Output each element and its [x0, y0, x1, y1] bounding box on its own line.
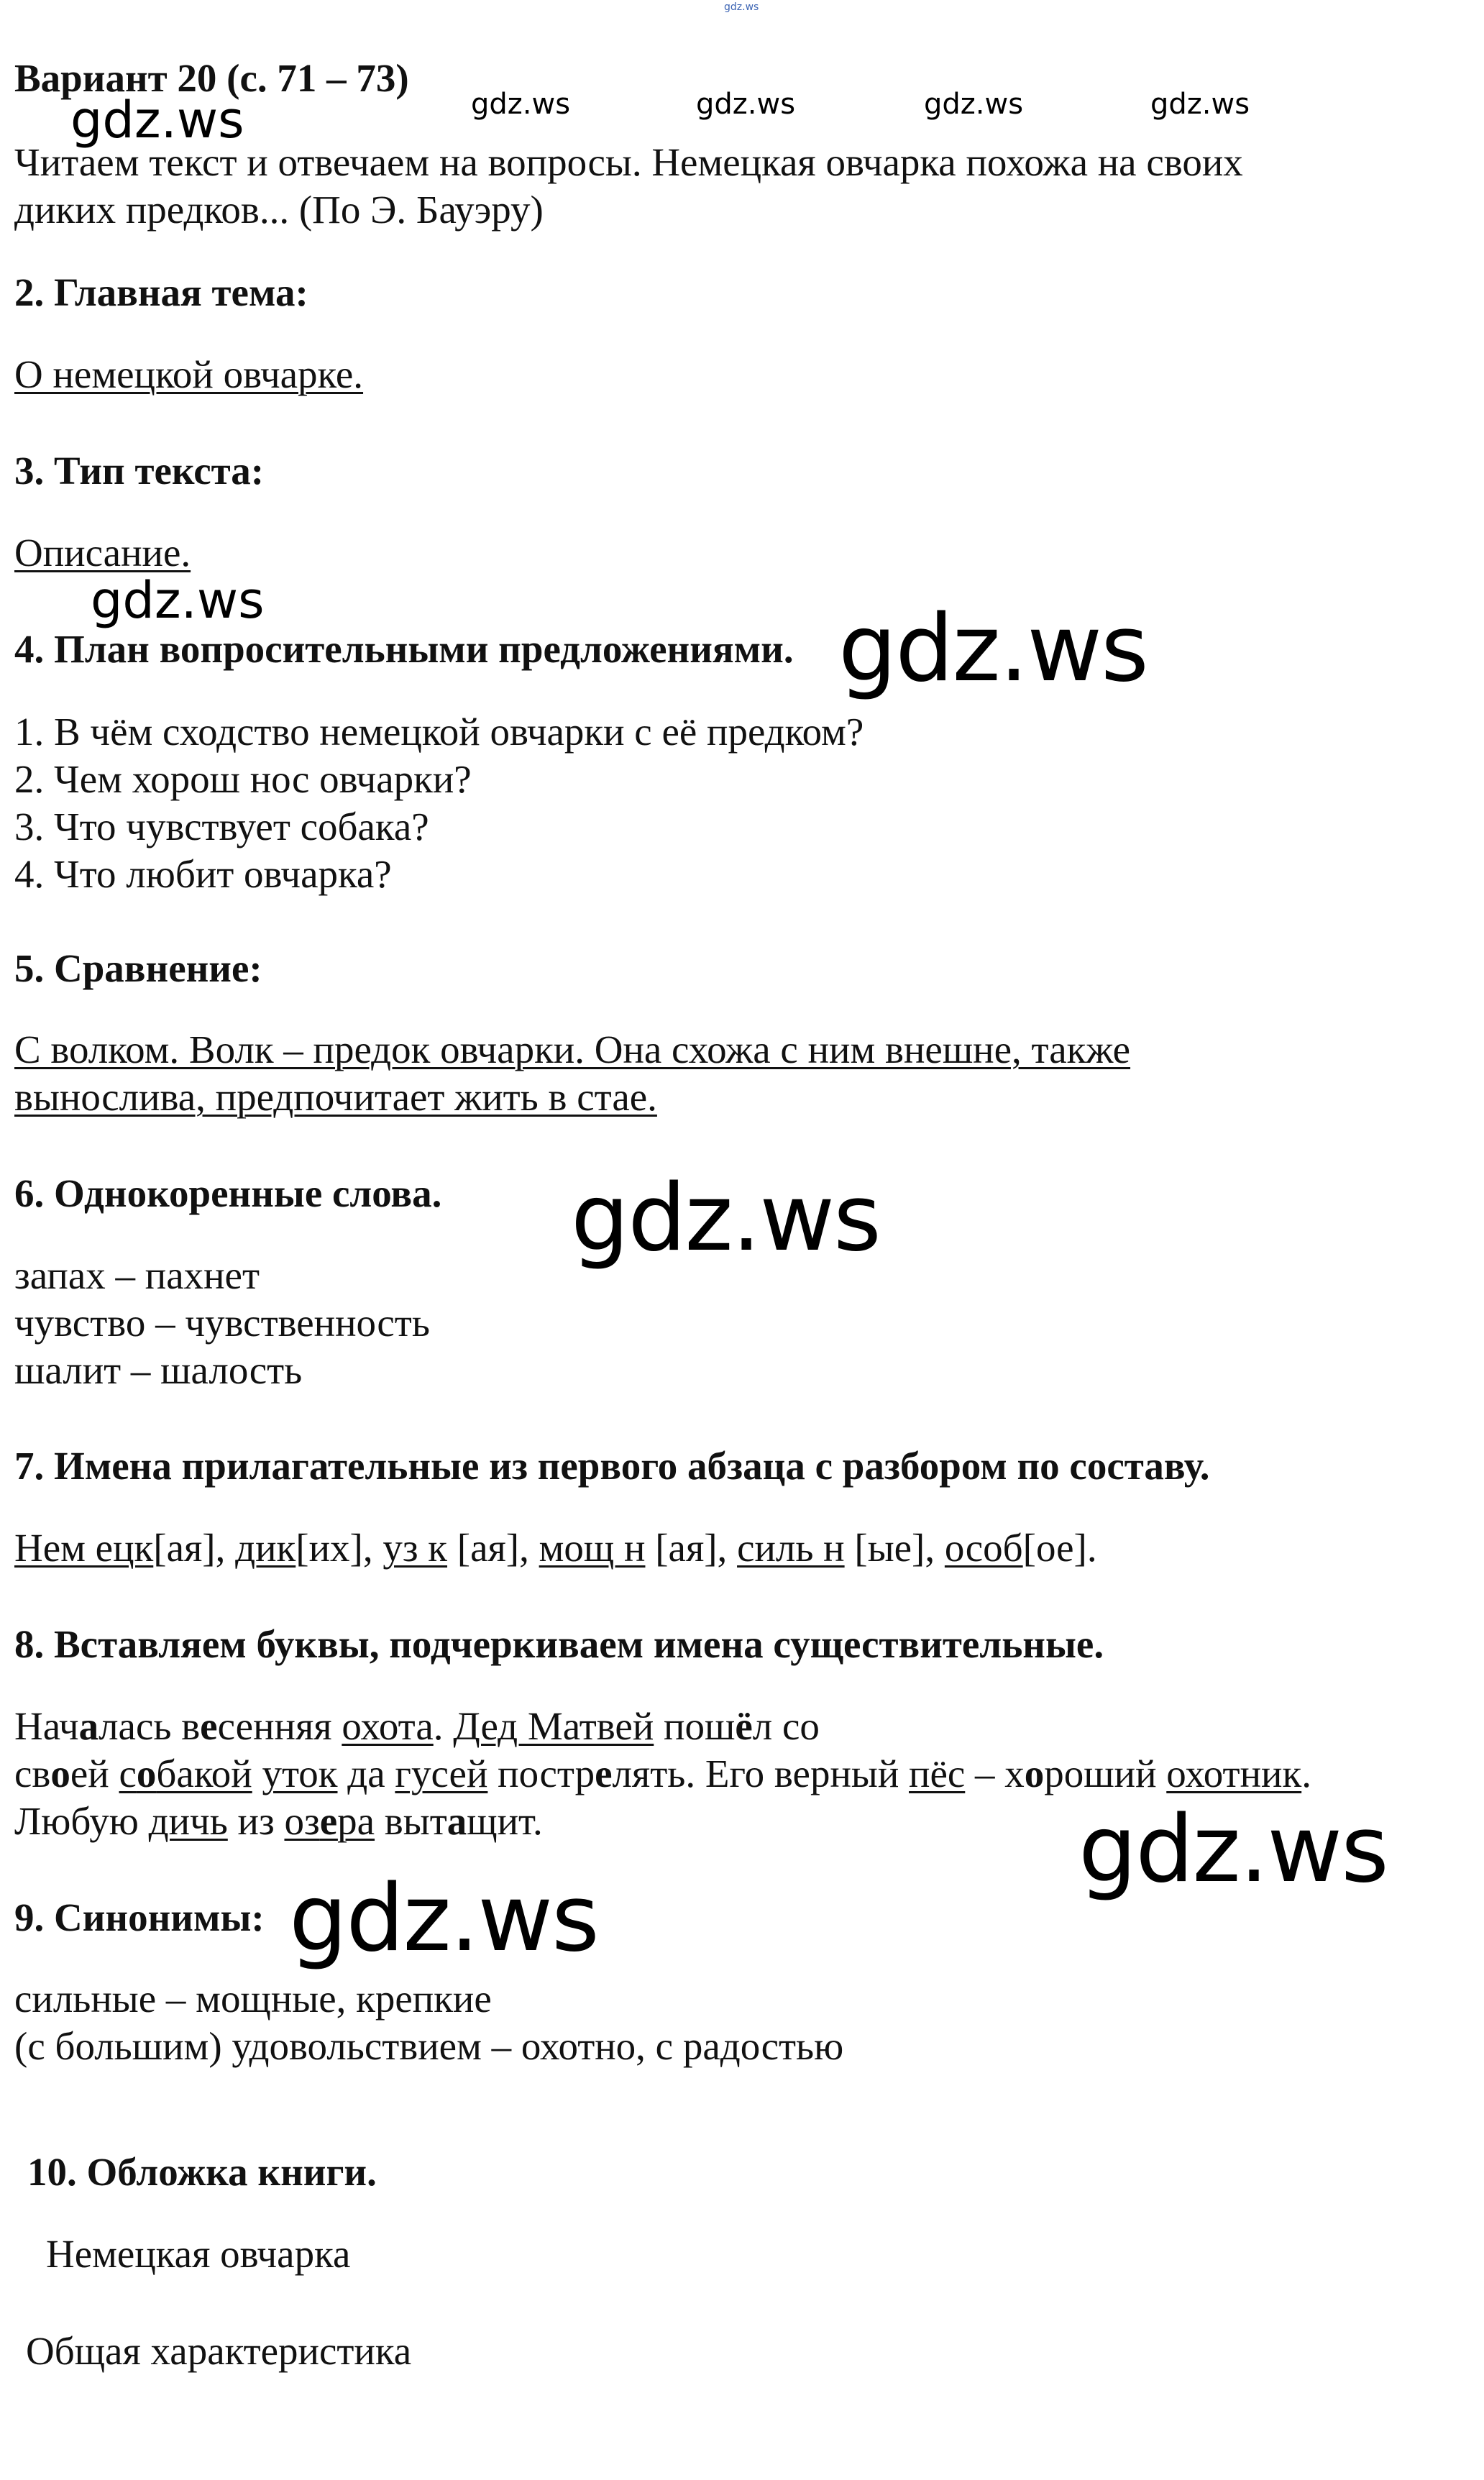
word-ending: [ая], — [153, 1526, 236, 1570]
underlined-noun-part: гусей — [395, 1752, 488, 1795]
text-run: пош — [654, 1704, 736, 1748]
exercise-line — [14, 1798, 543, 1845]
watermark: gdz.ws — [471, 88, 571, 121]
inserted-letter: ё — [735, 1704, 753, 1748]
underlined-noun-part: Дед Матвей — [453, 1704, 654, 1748]
intro-text: Читаем текст и отвечаем на вопросы. Немецкая овчарка похожа на своих — [14, 140, 1243, 184]
word-ending: [ая], — [447, 1526, 539, 1570]
text-run: Нач — [14, 1704, 79, 1748]
section-answer: О немецкой овчарке. — [14, 352, 364, 396]
inserted-letter: а — [446, 1799, 467, 1843]
section-answer: вынослива, предпочитает жить в стае. — [14, 1075, 657, 1119]
watermark: gdz.ws — [838, 595, 1148, 703]
section-answer: С волком. Волк – предок овчарки. Она схожа с ним внешне, также — [14, 1028, 1131, 1071]
watermark: gdz.ws — [924, 88, 1024, 121]
plan-item: 1. В чём сходство немецкой овчарки с её предком? — [14, 710, 864, 754]
section-heading: 8. Вставляем буквы, подчеркиваем имена существительные. — [14, 1622, 1104, 1666]
watermark: gdz.ws — [289, 1865, 598, 1972]
word-root: Нем ецк — [14, 1526, 154, 1570]
text-run: св — [14, 1752, 51, 1795]
inserted-letter: о — [1024, 1752, 1045, 1795]
underlined-noun-part: пёс — [909, 1752, 966, 1795]
book-cover-subtitle: Общая характеристика — [26, 2329, 412, 2373]
underlined-noun-part: о — [136, 1752, 157, 1795]
inserted-letter: е — [595, 1752, 613, 1795]
text-run: л со — [752, 1704, 820, 1748]
cognate-pair: шалит – шалость — [14, 1348, 303, 1392]
plan-item: 4. Что любит овчарка? — [14, 852, 392, 896]
section-heading: 2. Главная тема: — [14, 270, 308, 314]
text-run: . — [433, 1704, 454, 1748]
underlined-noun-part: с — [119, 1752, 137, 1795]
book-cover-title: Немецкая овчарка — [46, 2232, 351, 2276]
text-run: роший — [1044, 1752, 1167, 1795]
text-run: – х — [965, 1752, 1025, 1795]
exercise-line — [14, 1703, 820, 1750]
inserted-letter: е — [200, 1704, 218, 1748]
section-heading: 6. Однокоренные слова. — [14, 1171, 442, 1215]
word-root: особ — [944, 1526, 1023, 1570]
word-ending: [их], — [296, 1526, 383, 1570]
word-ending: [ые], — [844, 1526, 945, 1570]
adjectives-analysis — [14, 1524, 1097, 1572]
watermark: gdz.ws — [1150, 88, 1250, 121]
text-run: Любую — [14, 1799, 149, 1843]
section-heading: 7. Имена прилагательные из первого абзаца с разбором по составу. — [14, 1444, 1210, 1488]
watermark: gdz.ws — [91, 571, 265, 630]
text-run: постр — [487, 1752, 595, 1795]
synonym-line: сильные – мощные, крепкие — [14, 1977, 492, 2021]
word-ending: [ая], — [645, 1526, 738, 1570]
text-run: лять. Его верный — [612, 1752, 910, 1795]
underlined-noun-part: уток — [262, 1752, 338, 1795]
synonym-line: (с большим) удовольствием – охотно, с радостью — [14, 2024, 844, 2068]
variant-title: Вариант 20 (с. 71 – 73) — [14, 56, 409, 100]
watermark: gdz.ws — [1078, 1796, 1388, 1903]
text-run: сенняя — [217, 1704, 342, 1748]
section-heading: 5. Сравнение: — [14, 946, 262, 990]
inserted-letter: о — [50, 1752, 70, 1795]
text-run: лась в — [99, 1704, 201, 1748]
word-ending: [ое]. — [1022, 1526, 1097, 1570]
underlined-noun-part: е — [319, 1799, 338, 1843]
section-answer: Описание. — [14, 531, 191, 575]
underlined-noun-part: охота — [342, 1704, 434, 1748]
text-run: . — [1301, 1752, 1311, 1795]
top-watermark: gdz.ws — [724, 1, 759, 13]
word-root: силь н — [737, 1526, 845, 1570]
text-run: щит. — [467, 1799, 543, 1843]
word-root: дик — [235, 1526, 296, 1570]
exercise-line — [14, 1750, 1311, 1798]
section-heading: 4. План вопросительными предложениями. — [14, 627, 794, 671]
text-run: да — [337, 1752, 395, 1795]
plan-item: 2. Чем хорош нос овчарки? — [14, 757, 472, 801]
plan-item: 3. Что чувствует собака? — [14, 805, 429, 848]
inserted-letter: а — [78, 1704, 99, 1748]
text-run: выт — [375, 1799, 447, 1843]
watermark: gdz.ws — [571, 1165, 880, 1272]
text-run: ей — [70, 1752, 119, 1795]
word-root: уз к — [383, 1526, 448, 1570]
section-heading: 3. Тип текста: — [14, 449, 265, 493]
intro-text: диких предков... (По Э. Бауэру) — [14, 188, 544, 232]
underlined-noun-part: бакой — [156, 1752, 252, 1795]
underlined-noun-part: дичь — [148, 1799, 228, 1843]
cognate-pair: чувство – чувственность — [14, 1301, 430, 1345]
watermark: gdz.ws — [70, 91, 244, 150]
word-root: мощ н — [539, 1526, 646, 1570]
section-heading: 9. Синонимы: — [14, 1895, 265, 1939]
section-heading: 10. Обложка книги. — [27, 2150, 377, 2194]
underlined-noun-part: оз — [284, 1799, 320, 1843]
text-run: из — [227, 1799, 285, 1843]
text-run — [252, 1752, 262, 1795]
cognate-pair: запах – пахнет — [14, 1253, 260, 1297]
underlined-noun-part: охотник — [1166, 1752, 1302, 1795]
underlined-noun-part: ра — [337, 1799, 375, 1843]
watermark: gdz.ws — [696, 88, 796, 121]
